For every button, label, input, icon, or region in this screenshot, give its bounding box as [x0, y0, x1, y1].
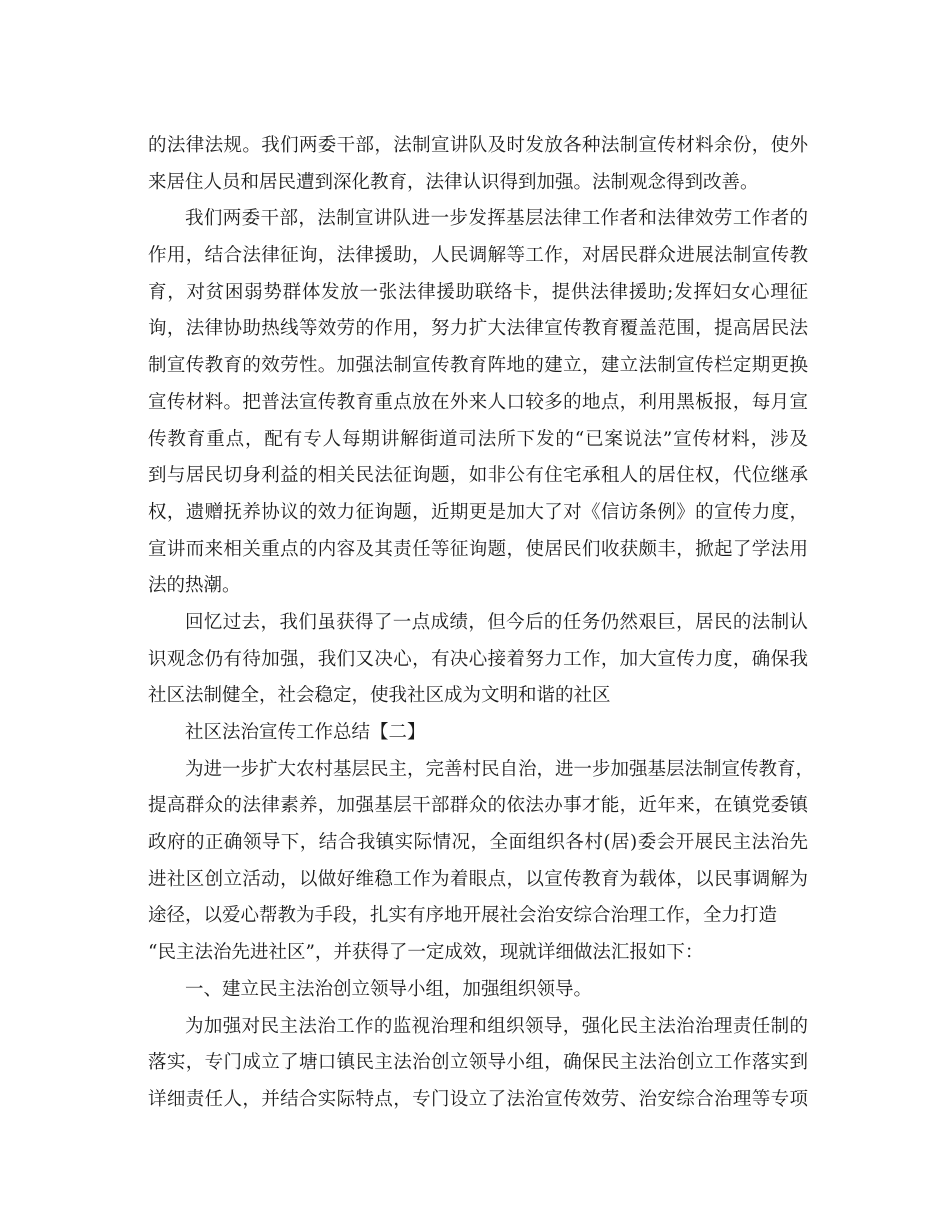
- document-body: [148, 128, 815, 1119]
- text-line: 制宣传教育的效劳性。加强法制宣传教育阵地的建立，建立法制宣传栏定期更换: [148, 355, 808, 377]
- text-line: 的法律法规。我们两委干部，法制宣讲队及时发放各种法制宣传材料余份，使外: [148, 135, 808, 156]
- text-line: 为加强对民主法治工作的监视治理和组织领导，强化民主法治治理责任制的: [185, 1015, 808, 1037]
- text-line: 询，法律协助热线等效劳的作用，努力扩大法律宣传教育覆盖范围，提高居民法: [148, 318, 808, 340]
- text-line: 作用，结合法律征询，法律援助，人民调解等工作，对居民群众进展法制宣传教: [148, 245, 808, 267]
- text-line: 权，遗赠抚养协议的效力征询题，近期更是加大了对《信访条例》的宣传力度，: [148, 501, 808, 523]
- text-line: 政府的正确领导下，结合我镇实际情况，全面组织各村(居)委会开展民主法治先: [148, 832, 808, 854]
- text-line: 途径，以爱心帮教为手段，扎实有序地开展社会治安综合治理工作，全力打造: [148, 905, 778, 927]
- text-line: 我们两委干部，法制宣讲队进一步发挥基层法律工作者和法律效劳工作者的: [185, 208, 808, 230]
- text-line: 宣传材料。把普法宣传教育重点放在外来人口较多的地点，利用黑板报，每月宣: [148, 391, 808, 413]
- text-line: 法的热潮。: [148, 575, 241, 597]
- text-line: 为进一步扩大农村基层民主，完善村民自治，进一步加强基层法制宣传教育，: [185, 758, 815, 780]
- text-line: 落实，专门成立了塘口镇民主法治创立领导小组，确保民主法治创立工作落实到: [148, 1052, 808, 1074]
- text-line: 识观念仍有待加强，我们又决心，有决心接着努力工作，加大宣传力度，确保我: [148, 648, 808, 670]
- text-line: 社区法制健全，社会稳定，使我社区成为文明和谐的社区: [148, 685, 611, 707]
- text-line: 详细责任人，并结合实际特点，专门设立了法治宣传效劳、治安综合治理等专项: [148, 1088, 808, 1110]
- text-line: 育，对贫困弱势群体发放一张法律援助联络卡，提供法律援助;发挥妇女心理征: [148, 281, 808, 303]
- text-line: 传教育重点，配有专人每期讲解街道司法所下发的“已案说法”宣传材料，涉及: [148, 428, 808, 450]
- text-line: 回忆过去，我们虽获得了一点成绩，但今后的任务仍然艰巨，居民的法制认: [185, 611, 808, 633]
- section-heading: 社区法治宣传工作总结【二】: [185, 722, 426, 743]
- text-line: 进社区创立活动，以做好维稳工作为着眼点，以宣传教育为载体，以民事调解为: [148, 868, 808, 890]
- text-line: 来居住人员和居民遭到深化教育，法律认识得到加强。法制观念得到改善。: [148, 171, 759, 193]
- text-line: 到与居民切身利益的相关民法征询题，如非公有住宅承租人的居住权，代位继承: [148, 465, 808, 487]
- text-line: 提高群众的法律素养，加强基层干部群众的依法办事才能，近年来，在镇党委镇: [148, 795, 808, 817]
- text-line: 宣讲而来相关重点的内容及其责任等征询题，使居民们收获颇丰，掀起了学法用: [148, 538, 808, 560]
- subsection-heading: 一、建立民主法治创立领导小组，加强组织领导。: [185, 978, 593, 1000]
- text-line: “民主法治先进社区”，并获得了一定成效，现就详细做法汇报如下：: [148, 942, 704, 964]
